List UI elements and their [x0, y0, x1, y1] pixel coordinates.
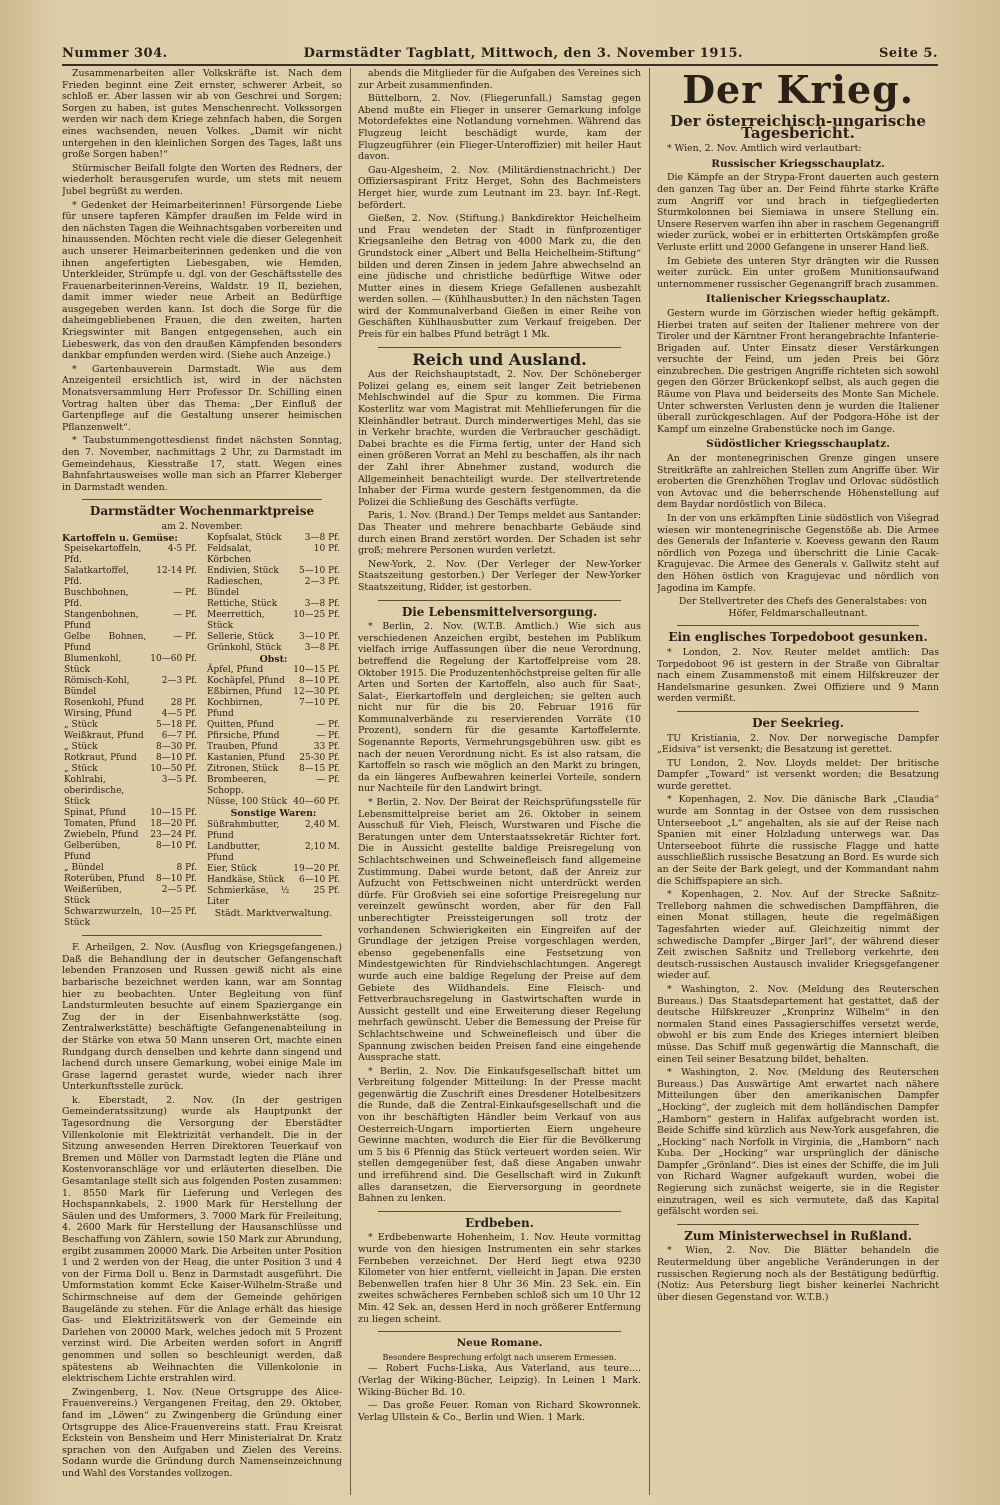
article-text: k. Eberstadt, 2. Nov. (In der gestrigen Gemeinderatssitzung) wurde als Hauptpunkt der Tagesordnung die Versorgung der Eberstädter Villenkolonie mit Elektrizität verhandelt. Die in der Sitzung anwesenden Herren Direktoren Teuerkauf von Bremen und Möller von Darmstadt legten die Pläne und Kostenvoranschläge vor und erläuterten dieselben. Die Gesamtanlage stellt sich aus folgenden Posten zusammen: 1. 8550 Mark für Lieferung und Verlegen des Hochspannkabels, 2. 1900 Mark für Herstellung der Säulen und des Umformers, 3. 7000 Mark für Freileitung, 4. 2600 Mark für Herstellung der Hausanschlüsse und Beschaffung von Zählern, sowie 150 Mark zur Abrundung, ergibt zusammen 20000 Mark. Die Arbeiten unter Position 1 und 2 werden von der Heag, die unter Position 3 und 4 von der Firma Doll u. Benz in Darmstadt ausgeführt. Die Umformstation kommt Ecke Kaiser-Wilhelm-Straße und Schirmschneise auf dem der Gemeinde gehörigen Baugelände zu stehen. Für die Anlage erhält das hiesige Gas- und Elektrizitätswerk von der Gemeinde ein Darlehen von 20000 Mark, welches jedoch mit 5 Prozent verzinst wird. Die Arbeiten werden sofort in Angriff genommen und sollen so beschleunigt werden, daß spätestens ab Weihnachten die Villenkolonie in elektrischem Lichte erstrahlen wird. — [62, 1094, 342, 1385]
market-row — [205, 566, 342, 577]
market-item: Rosenkohl, Pfund — [64, 698, 144, 709]
market-price: 2—5 Pf. — [161, 885, 197, 896]
page-header — [62, 42, 938, 66]
market-row — [62, 764, 199, 775]
market-row — [62, 588, 199, 610]
market-row — [62, 610, 199, 632]
market-date: am 2. November. — [161, 520, 243, 532]
article-text: Paris, 1. Nov. (Brand.) Der Temps meldet aus Santander: Das Theater und mehrere benachbarte Gebäude sind durch einen Brand zerstört worden. Der Schaden ist sehr groß; mehrere Personen wurden verletzt. — [358, 510, 641, 557]
market-row — [205, 610, 342, 632]
market-row — [205, 643, 342, 654]
divider — [378, 1211, 621, 1212]
market-row — [62, 775, 199, 808]
market-price: 40—60 Pf. — [293, 797, 340, 808]
market-row — [62, 742, 199, 753]
market-price: 8—10 Pf. — [156, 874, 197, 885]
article-text: Aus der Reichshauptstadt, 2. Nov. Der Schöneberger Polizei gelang es, einem seit langer Zeit betriebenen Mehlschwindel auf die Spur zu kommen. Die Firma Kosterlitz war vom Magistrat mit Mehllieferungen für die Kleinhändler betraut. Durch minderwertiges Mehl, das sie in Verkehr brachte, wurden die Verbraucher geschädigt. Dabei brachte es die Firma fertig, unter der Hand sich einen größeren Vorrat an Mehl zu beschaffen, als ihr nach der Zahl ihrer Abnehmer zustand, wodurch die Allgemeinheit benachteiligt wurde. Der stellvertretende Inhaber der Firma wurde gestern festgenommen, da die Polizei die Schließung des Geschäfts verfügte. — [358, 369, 641, 508]
market-item: Schmierkäse, ½ Liter — [207, 885, 290, 907]
column-rule — [649, 68, 650, 1495]
article-text: Zusammenarbeiten aller Volkskräfte ist. Nach dem Frieden beginnt eine Zeit ernster, schwerer Arbeit, so schloß er. Aber lassen wir ab von Geschrei und Sorgen; Sorgen zu haben, ist gutes Menschenrecht. Volkssorgen werden wir nach dem Kriege zehnfach haben, die Sorgen eines wachsenden, neuen Volkes. „Damit wir nicht untergehen in den kleinlichen Sorgen des Tages, laßt uns große Sorgen haben!“ — [62, 68, 342, 161]
market-item: Grünkohl, Stück — [207, 642, 282, 653]
market-price: 5—10 Pf. — [299, 565, 340, 576]
market-price: 10—15 Pf. — [150, 808, 197, 819]
market-item: Kochäpfel, Pfund — [207, 676, 285, 687]
divider — [82, 935, 322, 936]
section-heading: Die Lebensmittelversorgung. — [401, 604, 598, 619]
market-item: Gelberüben, Pfund — [64, 841, 121, 863]
article-text: * Erdbebenwarte Hohenheim, 1. Nov. Heute vormittag wurde von den hiesigen Instrumenten ein sehr starkes Fernbeben verzeichnet. Der Herd liegt etwa 9230 Kilometer von hier entfernt, vielleicht in Japan. Die ersten Bebenwellen trafen hier 8 Uhr 36 Min. 23 Sek. ein. Ein zweites schwächeres Fernbeben schloß sich um 10 Uhr 12 Min. 42 Sek. an, dessen Herd in noch größerer Entfernung zu liegen scheint. — [358, 1232, 641, 1325]
market-price: 5—18 Pf. — [156, 720, 197, 731]
market-price: 6—10 Pf. — [299, 874, 340, 885]
market-row — [205, 665, 342, 676]
article-text: * Gedenket der Heimarbeiterinnen! Fürsorgende Liebe für unsere tapferen Kämpfer draußen im Felde wird in den nächsten Tagen die Weihnachtsgaben vorbereiten und hinaussenden. Möchten recht viele die dieser Gelegenheit auch unserer Heimarbeiterinnen gedenken und die von ihnen angefertigten Liebesgaben, wie Hemden, Unterkleider, Strümpfe u. dgl. von der Geschäftsstelle des Frauenarbeiterinnen-Vereins, Waldstr. 19 II, beziehen, damit immer wieder neue Arbeit an Bedürftige ausgegeben werden kann. Ist doch die Sorge für die daheimgebliebenen Frauen, die den zweiten, harten Kriegswinter mit Bangen entgegensehen, auch ein Liebeswerk, das von den draußen Kämpfenden besonders dankbar empfunden werden wird. (Siehe auch Anzeige.) — [62, 199, 342, 362]
column-3 — [657, 68, 939, 1497]
market-item: Roterüben, Pfund — [64, 874, 145, 885]
market-price: 8—15 Pf. — [299, 764, 340, 775]
market-price: 10—15 Pf. — [293, 665, 340, 676]
market-row — [62, 753, 199, 764]
section-heading: Reich und Ausland. — [412, 349, 587, 369]
market-item: Meerrettich, Stück — [207, 609, 265, 631]
market-price: — Pf. — [173, 610, 197, 621]
market-price: 6—7 Pf. — [161, 731, 197, 742]
market-price: 12-14 Pf. — [156, 566, 197, 577]
article-text: * Washington, 2. Nov. (Meldung des Reuterschen Bureaus.) Das Auswärtige Amt erwartet nach nähere Mitteilungen über den amerikanischen Dampfer „Hocking“, der zugleich mit dem holländischen Dampfer „Hamborn“ gestern in Halifax aufgebracht worden ist. Beide Schiffe sind kürzlich aus New-York ausgefahren, die „Hocking“ nach Norfolk in Virginia, die „Hamborn“ nach Kuba. Der „Hocking“ war ursprünglich der dänische Dampfer „Grönland“. Dies ist eines der Schiffe, die im Juli von Richard Wagner aufgekauft wurden, wobei die Regierung sich zunächst weigerte, sie in die Register einzutragen, weil es sich vermutete, daß das Kapital gefälscht worden sei. — [657, 1067, 939, 1218]
market-price: 4-5 Pf. — [167, 544, 197, 555]
market-item: Kochbirnen, Pfund — [207, 698, 263, 720]
market-row — [205, 886, 342, 908]
market-row — [62, 731, 199, 742]
market-right — [205, 533, 342, 930]
fruit-table — [205, 665, 342, 808]
market-row — [62, 874, 199, 885]
article-text: Zwingenberg, 1. Nov. (Neue Ortsgruppe des Alice-Frauenvereins.) Vergangenen Freitag, den 29. Oktober, fand im „Löwen“ zu Zwingenberg die Gründung einer Ortsgruppe des Alice-Frauenvereins statt. Frau Kreisrat Eckstein von Bensheim und Herr Ministerialrat Dr. Kratz sprachen von den Aufgaben und Zielen des Vereins. Sodann wurde die Gründung durch Namenseinzeichnung und Wahl des Vorstandes vollzogen. — [62, 1386, 342, 1479]
article-text: * Berlin, 2. Nov. Die Einkaufsgesellschaft bittet um Verbreitung folgender Mitteilung: In der Presse macht gegenwärtig die Zuschrift eines Dresdener Hotelbesitzers die Runde, daß die Zentral-Einkaufsgesellschaft und die von ihr beschäftigten Händler beim Verkauf von aus Oesterreich-Ungarn importierten Eiern ungeheure Gewinne machten, wodurch die Eier für die Bevölkerung um 5 bis 6 Pfennig das Stück verteuert worden seien. Wir stellen demgegenüber fest, daß diese Angaben unwahr und irreführend sind. Die Gesellschaft wird in Zukunft alles daransetzen, die Eierversorgung in geordnete Bahnen zu lenken. — [358, 1065, 641, 1205]
section-heading: Russischer Kriegsschauplatz. — [711, 157, 885, 170]
article-text: TU Kristiania, 2. Nov. Der norwegische Dampfer „Eidsiva“ ist versenkt; die Besatzung ist gerettet. — [657, 732, 939, 756]
article-text: TU London, 2. Nov. Lloyds meldet: Der britische Dampfer „Toward“ ist versenkt worden; die Besatzung wurde gerettet. — [657, 757, 939, 792]
article-text: New-York, 2. Nov. (Der Verleger der New-Yorker Staatszeitung gestorben.) Der Verleger der New-Yorker Staatszeitung, Ridder, ist gestorben. — [358, 558, 641, 593]
article-text: Gießen, 2. Nov. (Stiftung.) Bankdirektor Heichelheim und Frau wendeten der Stadt in fünfprozentiger Kriegsanleihe den Betrag von 4000 Mark zu, die den Grundstock einer „Albert und Bella Heichelheim-Stiftung“ bilden und deren Zinsen in jedem Jahre abwechselnd an eine jüdische und christliche bedürftige Witwe oder Mutter eines in diesem Kriege Gefallenen ausbezahlt werden sollen. — (Kühlhausbutter.) In den nächsten Tagen wird der Kommunalverband Gießen in einer Reihe von Geschäften Kühlhausbutter zum Verkauf freigeben. Der Preis für ein halbes Pfund beträgt 1 Mk. — [358, 213, 641, 341]
market-row — [62, 566, 199, 588]
market-price: 8—10 Pf. — [156, 753, 197, 764]
article-text: * Gartenbauverein Darmstadt. Wie aus dem Anzeigenteil ersichtlich ist, wird in der nächsten Monatsversammlung Herr Professor Dr. Schilling einen Vortrag halten über das Thema: „Der Einfluß der Gartenpflege auf die Gestaltung unserer heimischen Pflanzenwelt“. — [62, 363, 342, 433]
market-item: Brombeeren, Schopp. — [207, 775, 267, 797]
article-text: Die Kämpfe an der Strypa-Front dauerten auch gestern den ganzen Tag über an. Der Feind führte starke Kräfte zum Angriff vor und brach in tiefgegliederten Sturmkolonnen bei Siemiawa in unsere Stellung ein. Unsere Reserven warfen ihn aber in raschem Gegenangriff wieder zurück, wobei er in erbitterten Ortskämpfen große Verluste erlitt und 2000 Gefangene in unserer Hand ließ. — [657, 172, 939, 253]
market-row — [62, 544, 199, 566]
market-item: Sellerie, Stück — [207, 631, 274, 642]
market-item: Süßrahmbutter, Pfund — [207, 819, 280, 841]
market-price: 18—20 Pf. — [150, 819, 197, 830]
market-row — [205, 544, 342, 566]
article-text: In der von uns erkämpften Linie südöstlich von Višegrad wiesen wir montenegrinische Gegenstöße ab. Die Armee des Generals der Infanterie v. Koevess gewann den Raum nördlich von Pozega und überschritt die Linie Cacak-Kragujevac. Die Armee des Generals v. Gallwitz steht auf den Höhen östlich von Kragujevac und nördlich von Jagodina im Kampfe. — [657, 513, 939, 594]
section-subheading: Besondere Besprechung erfolgt nach unserem Ermessen. — [382, 1352, 617, 1362]
page-number: Seite 5. — [879, 45, 938, 61]
market-price: 10—50 Pf. — [150, 764, 197, 775]
market-item: Pfirsiche, Pfund — [207, 731, 280, 742]
market-item: Spinat, Pfund — [64, 808, 127, 819]
market-price: 8 Pf. — [176, 863, 197, 874]
market-signature: Städt. Marktverwaltung. — [214, 907, 333, 919]
article-text: — Robert Fuchs-Liska, Aus Vaterland, aus teure.... (Verlag der Wiking-Bücher, Leipzig). In Leinen 1 Mark. Wiking-Bücher Bd. 10. — [358, 1363, 641, 1398]
market-price: 2—3 Pf. — [304, 576, 340, 587]
column-1 — [62, 68, 342, 1497]
market-row — [62, 841, 199, 863]
market-left-table — [62, 544, 199, 929]
article-text: * Kopenhagen, 2. Nov. Die dänische Bark „Claudia“ wurde am Sonntag in der Ostsee von dem russischen Unterseeboot „L“ angehalten, als sie auf der Reise nach Spanien mit einer Holzladung unterwegs war. Das Unterseeboot führte die russische Flagge und hatte ausschließlich russische Besatzung an Bord. Es wurde sich an der Seite der Bark gelegt, und der Kommandant nahm die Schiffspapiere an sich. — [657, 794, 939, 887]
article-text: * Berlin, 2. Nov. (W.T.B. Amtlich.) Wie sich aus verschiedenen Anzeichen ergibt, bestehen im Publikum vielfach irrige Auffassungen über die neue Verordnung, betreffend die Regelung der Kartoffelpreise vom 28. Oktober 1915. Die Produzentenhöchstpreise gelten für alle Arten und Sorten der Kartoffeln, also auch für Saat-, Salat-, Eierkartoffeln und dergleichen; sie gelten auch nicht nur für die bis 20. Februar 1916 für Kommunalverbände zu reservierenden Vorräte (10 Prozent), sondern für die gesamte Kartoffelernte. Sogenannte Reports, Vermehrungsgebühren usw. gibt es nach der neuen Verordnung nicht. Es ist also ratsam, die Kartoffeln so rasch wie möglich an den Markt zu bringen, da ein längeres Aufbewahren keinerlei Vorteile, sondern nur Nachteile für den Landwirt bringt. — [358, 621, 641, 795]
market-left — [62, 533, 199, 930]
article-text: Büttelborn, 2. Nov. (Fliegerunfall.) Samstag gegen Abend mußte ein Flieger in unserer Gemarkung infolge Motordefektes eine Notlandung vornehmen. Während das Flugzeug leicht beschädigt wurde, kam der Flugzeugführer (ein Flieger-Unteroffizier) mit heiler Haut davon. — [358, 93, 641, 163]
market-row — [62, 885, 199, 907]
other-table — [205, 820, 342, 908]
market-row — [205, 577, 342, 599]
article-text: Gestern wurde im Görzischen wieder heftig gekämpft. Hierbei traten auf seiten der Italiener mehrere von der Tiroler und der Kärntner Front herangebrachte Infanterie-Brigaden auf. Unter Einsatz dieser Verstärkungen versuchte der Feind, um jeden Preis bei Görz einzubrechen. Die gestrigen Angriffe richteten sich sowohl gegen den Görzer Brückenkopf selbst, als auch gegen die Räume von Plava und beiderseits des Monte San Michele. Unter schwersten Verlusten denn je wurden die Italiener überall zurückgeschlagen. Auf der Podgora-Höhe ist der Kampf um einzelne Grabenstücke noch im Gange. — [657, 307, 939, 435]
market-price: 2,10 M. — [305, 841, 340, 852]
market-row — [205, 632, 342, 643]
market-price: 28 Pf. — [170, 698, 197, 709]
market-item: Buschbohnen, Pfd. — [64, 588, 129, 610]
market-price: 2,40 M. — [305, 819, 340, 830]
market-item: Wirsing, Pfund — [64, 709, 132, 720]
article-text: Stürmischer Beifall folgte den Worten des Redners, der wiederholt herausgerufen wurde, um stets mit neuem Jubel begrüßt zu werden. — [62, 162, 342, 197]
market-price: 2—3 Pf. — [161, 676, 197, 687]
market-row — [205, 698, 342, 720]
divider — [677, 1224, 919, 1225]
market-item: Speisekartoffeln, Pfd. — [64, 544, 142, 566]
market-price: 4—5 Pf. — [161, 709, 197, 720]
market-item: Gelbe Bohnen, Pfund — [64, 632, 147, 654]
market-price: 3—5 Pf. — [161, 775, 197, 786]
market-item: Radieschen, Bündel — [207, 576, 263, 598]
market-row — [62, 632, 199, 654]
market-item: Tomaten, Pfund — [64, 819, 136, 830]
market-item: Landbutter, Pfund — [207, 841, 261, 863]
market-row — [205, 764, 342, 775]
market-row — [205, 842, 342, 864]
market-price: 3—8 Pf. — [304, 598, 340, 609]
market-row — [62, 907, 199, 929]
market-item: Rettiche, Stück — [207, 598, 278, 609]
market-item: Trauben, Pfund — [207, 742, 278, 753]
market-price: 3—10 Pf. — [299, 631, 340, 642]
market-right-table — [205, 533, 342, 654]
market-row — [205, 797, 342, 808]
column-rule — [350, 68, 351, 1495]
market-item: Zwiebeln, Pfund — [64, 830, 139, 841]
market-price: 33 Pf. — [313, 742, 340, 753]
market-row — [62, 720, 199, 731]
divider — [378, 347, 621, 348]
market-row — [62, 709, 199, 720]
market-item: Weißkraut, Pfund — [64, 731, 144, 742]
market-item: Kopfsalat, Stück — [207, 532, 282, 543]
market-title: Darmstädter Wochenmarktpreise — [89, 504, 315, 519]
market-row — [205, 720, 342, 731]
divider — [677, 711, 919, 712]
market-price: 25 Pf. — [313, 885, 340, 896]
market-price: — Pf. — [316, 775, 340, 786]
market-item: „ Bündel — [64, 863, 104, 874]
section-heading: Südöstlicher Kriegsschauplatz. — [706, 438, 890, 451]
market-price: 10—25 Pf. — [150, 907, 197, 918]
market-item: Handkäse, Stück — [207, 874, 285, 885]
article-text: An der montenegrinischen Grenze gingen unsere Streitkräfte an zahlreichen Stellen zum Angriffe über. Wir eroberten die Grenzhöhen Troglav und Orlovac südöstlich von Avtovac und die beherrschende Höhenstellung auf dem Baydar nordöstlich von Bileca. — [657, 453, 939, 511]
divider — [378, 1331, 621, 1332]
market-item: Feldsalat, Körbchen — [207, 543, 252, 565]
market-item: Quitten, Pfund — [207, 720, 274, 731]
market-item: „ Stück — [64, 720, 98, 731]
market-row — [205, 599, 342, 610]
market-row — [205, 775, 342, 797]
market-price: 3—8 Pf. — [304, 642, 340, 653]
market-row — [62, 676, 199, 698]
market-price: — Pf. — [316, 720, 340, 731]
article-text: abends die Mitglieder für die Aufgaben des Vereines sich zur Arbeit zusammenfinden. — [358, 68, 641, 91]
market-item: Kastanien, Pfund — [207, 753, 285, 764]
market-price: 23—24 Pf. — [150, 830, 197, 841]
market-row — [205, 753, 342, 764]
market-row — [205, 731, 342, 742]
market-price: 8—10 Pf. — [156, 841, 197, 852]
market-left-head: Kartoffeln u. Gemüse: — [62, 532, 178, 544]
market-item: Schwarzwurzeln, Stück — [64, 907, 143, 929]
main-headline: Der Krieg. — [682, 68, 914, 112]
market-row — [205, 875, 342, 886]
market-price: 10 Pf. — [313, 543, 340, 554]
market-price: — Pf. — [173, 588, 197, 599]
market-table — [62, 533, 342, 930]
market-row — [62, 654, 199, 676]
market-item: Salatkartoffel, Pfd. — [64, 566, 130, 588]
market-row — [205, 676, 342, 687]
fruit-head: Obst: — [259, 653, 288, 665]
market-item: Äpfel, Pfund — [207, 665, 264, 676]
market-item: Kohlrabi, oberirdische, Stück — [64, 775, 125, 808]
market-item: Rotkraut, Pfund — [64, 753, 137, 764]
market-item: Eier, Stück — [207, 863, 257, 874]
market-item: Römisch-Kohl, Bündel — [64, 676, 130, 698]
section-heading: Ein englisches Torpedoboot gesunken. — [668, 630, 928, 645]
market-price: 8—10 Pf. — [299, 676, 340, 687]
market-price: 12—30 Pf. — [293, 687, 340, 698]
section-heading: Der Seekrieg. — [752, 715, 844, 730]
market-row — [205, 820, 342, 842]
article-text: Gau-Algesheim, 2. Nov. (Militärdienstnachricht.) Der Offiziersaspirant Fritz Herget, Sohn des Bachmeisters Herget hier, wurde zum Leutnant im 23. bayr. Inf.-Regt. befördert. — [358, 164, 641, 211]
market-item: Weißerüben, Stück — [64, 885, 122, 907]
market-item: Eßbirnen, Pfund — [207, 687, 282, 698]
market-price: 10—60 Pf. — [150, 654, 197, 665]
article-text: Im Gebiete des unteren Styr drängten wir die Russen weiter zurück. Ein unter großem Munitionsaufwand unternommener russischer Gegenangriff brach zusammen. — [657, 255, 939, 290]
article-text: * Wien, 2. Nov. Amtlich wird verlautbart: — [667, 143, 862, 155]
market-price: — Pf. — [316, 731, 340, 742]
market-item: Stangenbohnen, Pfund — [64, 610, 139, 632]
market-row — [205, 533, 342, 544]
market-row — [62, 808, 199, 819]
market-price: 25-30 Pf. — [299, 753, 340, 764]
article-text: * Washington, 2. Nov. (Meldung des Reuterschen Bureaus.) Das Staatsdepartement hat gestattet, daß der deutsche Hilfskreuzer „Kronprinz Wilhelm“ in den normalen Stand eines Passagierschiffes versetzt werde, obwohl er bis zum Ende des Krieges interniert bleiben müsse. Das Schiff muß gegenwärtig die Mannschaft, die einen Teil seiner Besatzung bildet, behalten. — [657, 983, 939, 1065]
market-row — [205, 742, 342, 753]
market-item: Nüsse, 100 Stück — [207, 797, 288, 808]
issue-number: Nummer 304. — [62, 45, 168, 61]
market-item: Endivien, Stück — [207, 565, 279, 576]
market-item: Zitronen, Stück — [207, 764, 279, 775]
section-heading: Zum Ministerwechsel in Rußland. — [684, 1228, 912, 1243]
sub-headline: Der österreichisch-ungarische Tagesbericht. — [670, 112, 926, 142]
market-row — [62, 863, 199, 874]
article-text: * Taubstummengottesdienst findet nächsten Sonntag, den 7. November, nachmittags 2 Uhr, zu Darmstadt im Gemeindehaus, Kiesstraße 17, statt. Wegen eines Bahnfahrtausweises wolle man sich an Pfarrer Kleberger in Darmstadt wenden. — [62, 435, 342, 493]
market-price: 3—8 Pf. — [304, 532, 340, 543]
market-price: 7—10 Pf. — [299, 698, 340, 709]
market-row — [62, 698, 199, 709]
market-price: 10—25 Pf. — [293, 609, 340, 620]
section-heading: Italienischer Kriegsschauplatz. — [705, 293, 891, 306]
market-row — [62, 830, 199, 841]
other-head: Sonstige Waren: — [230, 808, 317, 820]
market-row — [205, 864, 342, 875]
article-text: F. Arheilgen, 2. Nov. (Ausflug von Kriegsgefangenen.) Daß die Behandlung der in deutscher Gefangenschaft lebenden Franzosen und Russen gewiß nicht als eine barbarische bezeichnet werden kann, war am Sonntag hier zu beobachten. Unter Begleitung von fünf Landsturmleuten besuchte auf einem Spaziergange ein Zug der in der Eisenbahnwerkstätte (sog. Zentralwerkstätte) beschäftigte Gefangenenabteilung in der Stärke von etwa 50 Mann unseren Ort, machte einen Rundgang durch denselben und kehrte dann singend und lachend durch unsere Gemarkung, wobei einige Male im Grase lagernd gerastet wurde, wieder nach ihrer Unterkunftsstelle zurück. — [62, 942, 342, 1093]
market-item: Blumenkohl, Stück — [64, 654, 122, 676]
market-price: 8—30 Pf. — [156, 742, 197, 753]
divider — [677, 625, 919, 626]
article-text: * Berlin, 2. Nov. Der Beirat der Reichsprüfungsstelle für Lebensmittelpreise beriet am 26. Oktober in seinem Ausschuß für Vieh, Fleisch, Wurstwaren und Fische die Beratungen unter dem Unterstaatssekretär Richter fort. Die in Aussicht gestellte baldige Preisregelung von Schlachtschweinen und Schweinefleisch fand allgemeine Zustimmung. Dabei wurde betont, daß der Anreiz zur Aufzucht von Fettschweinen nicht unterdrückt werden dürfe. Für Großvieh sei eine sofortige Preisregelung nur vereinzelt gewünscht worden, aber für den Fall unberechtigter Preissteigerungen soll trotz der vorhandenen Schwierigkeiten ein Eingreifen auf der Grundlage der jetzigen Preise vorgeschlagen werden, ebenso gegebenenfalls eine Festsetzung von Mindestgewichten für Rindviehschlachtungen. Angeregt wurde auch eine baldige Regelung der Preise auf dem Gebiete des Wildhandels. Eine Fleisch- und Fettverbrauchsregelung in Gastwirtschaften wurde in Aussicht gestellt und eine Erweiterung dieser Regelung mehrfach gewünscht. Ueber die Bemessung der Preise für Schlachtschweine und Schweinefleisch und über die Spannung zwischen beiden Preisen fand eine eingehende Aussprache statt. — [358, 797, 641, 1064]
signature: Der Stellvertreter des Chefs des Generalstabes: von Höfer, Feldmarschalleutnant. — [678, 596, 928, 619]
section-heading: Erdbeben. — [465, 1215, 534, 1230]
article-text: * Kopenhagen, 2. Nov. Auf der Strecke Saßnitz-Trelleborg nahmen die schwedischen Dampffähren, die einen Monat stillagen, heute die regelmäßigen Tagesfahrten wieder auf. Gleichzeitig nimmt der schwedische Dampfer „Birger Jarl“, der während dieser Zeit zwischen Saßnitz und Trelleborg verkehrte, den deutsch-russischen Austausch invalider Kriegsgefangener wieder auf. — [657, 889, 939, 982]
market-item: „ Stück — [64, 764, 98, 775]
column-2 — [358, 68, 641, 1497]
market-item: „ Stück — [64, 742, 98, 753]
article-text: * Wien, 2. Nov. Die Blätter behandeln die Reutermeldung über angebliche Veränderungen in der russischen Regierung noch als der Bestätigung bedürftig. (Notiz: Aus Petersburg liegt bisher keinerlei Nachricht über diesen Gegenstand vor. W.T.B.) — [657, 1245, 939, 1303]
masthead-title: Darmstädter Tagblatt, Mittwoch, den 3. November 1915. — [303, 45, 744, 61]
market-row — [205, 687, 342, 698]
divider — [82, 499, 322, 500]
market-price: 19—20 Pf. — [293, 863, 340, 874]
divider — [378, 600, 621, 601]
market-price: — Pf. — [173, 632, 197, 643]
article-text: * London, 2. Nov. Reuter meldet amtlich: Das Torpedoboot 96 ist gestern in der Straße von Gibraltar nach einem Zusammenstoß mit einem Hilfskreuzer der Handelsmarine gesunken. Zwei Offiziere und 9 Mann werden vermißt. — [657, 646, 939, 705]
article-text: — Das große Feuer. Roman von Richard Skowronnek. Verlag Ullstein & Co., Berlin und Wien. 1 Mark. — [358, 1400, 641, 1423]
section-heading: Neue Romane. — [456, 1337, 543, 1350]
market-row — [62, 819, 199, 830]
